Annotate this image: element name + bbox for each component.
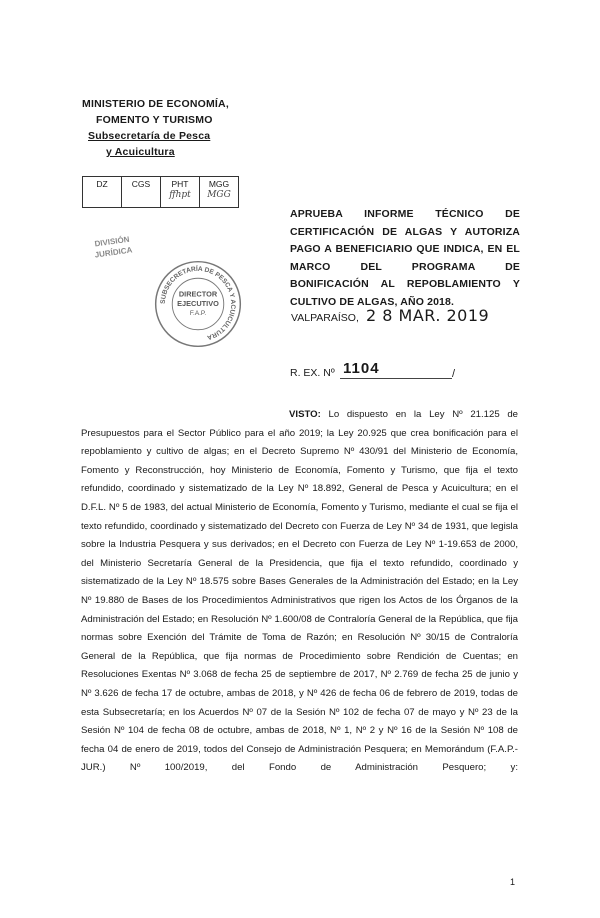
resolution-number-underline: [340, 378, 452, 379]
seal-center-line-3: F.A.P.: [189, 310, 207, 318]
initials-signature: ffhpt: [169, 190, 191, 200]
resolution-date-stamp: 2 8 MAR. 2019: [366, 306, 490, 325]
ministry-line-2: FOMENTO Y TURISMO: [96, 114, 213, 126]
initials-label: CGS: [131, 179, 151, 189]
resolution-prefix: R. EX. Nº: [290, 367, 335, 379]
official-seal-stamp: [152, 258, 244, 350]
initials-cell: [200, 176, 239, 208]
ministry-header: [82, 96, 282, 160]
division-stamp: [82, 232, 147, 280]
visto-paragraph: [81, 406, 518, 778]
initials-table: [82, 176, 239, 208]
seal-center-line-1: DIRECTOR: [178, 289, 218, 299]
resolution-number: 1104: [343, 360, 380, 377]
resolution-suffix: /: [452, 368, 456, 380]
visto-section: [81, 406, 518, 778]
division-stamp-line-2: JURÍDICA: [94, 245, 133, 260]
initials-cell: [82, 176, 122, 208]
initials-label: MGG: [208, 179, 230, 189]
ministry-line-1: MINISTERIO DE ECONOMÍA,: [82, 98, 229, 110]
initials-label: PHT: [171, 179, 189, 189]
seal-center-line-2: EJECUTIVO: [177, 298, 219, 308]
place-label: VALPARAÍSO,: [291, 312, 359, 324]
division-stamp-line-1: DIVISIÓN: [93, 234, 130, 249]
initials-signature: MGG: [207, 190, 231, 200]
visto-text: Lo dispuesto en la Ley Nº 21.125 de Presupuestos para el Sector Público para el año 2019; la Ley 20.925 que crea bonificación para el repoblamiento y cultivo de algas; en el Decreto Supremo Nº 430/91 del Ministerio de Economía, Fomento y Reconstrucción, hoy Ministerio de Economía, Fomento y Turismo, que fija el texto refundido, coordinado y sistematizado de la Ley Nº 18.892, General de Pesca y Acuicultura; en el D.F.L. Nº 5 de 1983, del actual Ministerio de Economía, Fomento y Turismo, mediante el cual se fija el texto refundido, coordinado y sistematizado del Decreto con Fuerza de Ley Nº 34 de 1931, que legisla sobre la Industria Pesquera y sus derivados; en el Decreto con Fuerza de Ley Nº 1-19.653 de 2000, del Ministerio Secretaría General de la Presidencia, que fija el texto refundido, coordinado y sistematizado de la Ley Nº 18.575 sobre Bases Generales de la Administración del Estado; en la Ley Nº 19.880 de Bases de los Procedimientos Administrativos que rigen los Actos de los Órganos de la Administración del Estado; en Resolución Nº 1.600/08 de Contraloría General de la República, que fija normas sobre Exención del Trámite de Toma de Razón; en Resolución Nº 30/15 de Contraloría General de la República, que fija normas de Procedimiento sobre Rendición de Cuentas; en Resoluciones Exentas Nº 3.068 de fecha 25 de septiembre de 2017, Nº 2.769 de fecha 25 de junio y Nº 3.626 de fecha 17 de octubre, ambas de 2018, y Nº 426 de fecha 06 de febrero de 2019, todas de esta Subsecretaría; en los Acuerdos Nº 07 de la Sesión Nº 102 de fecha 07 de mayo y Nº 23 de la Sesión Nº 104 de fecha 08 de octubre, ambas de 2018, Nº 1, Nº 2 y Nº 16 de la Sesión Nº 108 de fecha 04 de enero de 2019, todos del Consejo de Administración Pesquera; en Memorándum (F.A.P.-JUR.) Nº 100/2019, del Fondo de Administración Pesquero; y:: [81, 409, 519, 774]
seal-ring-text: SUBSECRETARÍA DE PESCA Y ACUICULTURA: [159, 265, 237, 341]
initials-cell: [122, 176, 161, 208]
visto-label: VISTO:: [289, 409, 321, 420]
initials-cell: [161, 176, 200, 208]
subsecretaria-line-2: y Acuicultura: [106, 146, 175, 158]
subsecretaria-line-1: Subsecretaría de Pesca: [88, 130, 211, 142]
initials-label: DZ: [96, 179, 108, 189]
resolution-subject: APRUEBA INFORME TÉCNICO DE CERTIFICACIÓN DE ALGAS Y AUTORIZA PAGO A BENEFICIARIO QUE INDICA, EN EL MARCO DEL PROGRAMA DE BONIFICACIÓN AL REPOBLAMIENTO Y CULTIVO DE ALGAS, AÑO 2018.: [290, 208, 520, 308]
page-number: 1: [510, 877, 516, 887]
